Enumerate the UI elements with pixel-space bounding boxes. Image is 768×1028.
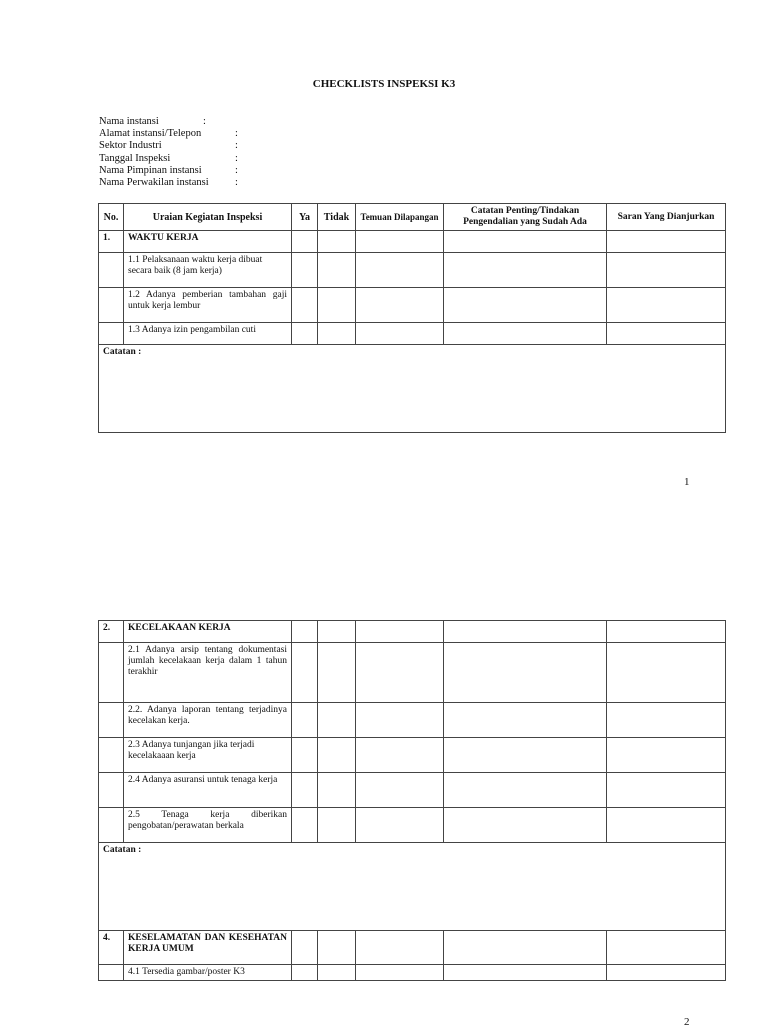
table-row — [99, 738, 726, 773]
info-row — [99, 116, 209, 128]
catatan-cell[interactable] — [444, 231, 607, 253]
table-row — [99, 323, 726, 345]
info-colon: : — [235, 164, 238, 176]
page-number: 2 — [684, 1016, 690, 1028]
saran-cell[interactable] — [607, 703, 726, 738]
header-no: No. — [99, 204, 124, 231]
empty-no-cell — [99, 253, 124, 288]
saran-cell[interactable] — [607, 253, 726, 288]
check-ya[interactable] — [292, 703, 318, 738]
temuan-cell[interactable] — [356, 808, 444, 843]
info-label: Tanggal Inspeksi — [99, 152, 171, 164]
info-row — [99, 140, 238, 152]
table-row — [99, 965, 726, 981]
section-number: 2. — [99, 621, 124, 643]
header-saran: Saran Yang Dianjurkan — [607, 204, 726, 231]
table-header — [99, 204, 726, 231]
empty-no-cell — [99, 738, 124, 773]
header-temuan: Temuan Dilapangan — [356, 204, 444, 231]
info-label: Nama instansi — [99, 116, 159, 127]
checklist-item: 4.1 Tersedia gambar/poster K3 — [124, 965, 292, 981]
check-tidak[interactable] — [318, 703, 356, 738]
table-row — [99, 253, 726, 288]
checklist-table-2 — [98, 620, 726, 981]
check-tidak[interactable] — [318, 931, 356, 965]
catatan-cell[interactable] — [444, 773, 607, 808]
notes-row — [99, 843, 726, 931]
catatan-cell[interactable] — [444, 738, 607, 773]
notes-cell[interactable]: Catatan : — [99, 843, 726, 931]
page-number: 1 — [684, 476, 690, 488]
section-row — [99, 621, 726, 643]
notes-row — [99, 345, 726, 433]
check-ya[interactable] — [292, 253, 318, 288]
empty-no-cell — [99, 323, 124, 345]
section-number: 4. — [99, 931, 124, 965]
section-row — [99, 931, 726, 965]
check-tidak[interactable] — [318, 738, 356, 773]
section-number: 1. — [99, 231, 124, 253]
temuan-cell[interactable] — [356, 621, 444, 643]
check-tidak[interactable] — [318, 643, 356, 703]
saran-cell[interactable] — [607, 643, 726, 703]
catatan-cell[interactable] — [444, 965, 607, 981]
check-ya[interactable] — [292, 931, 318, 965]
table-row — [99, 773, 726, 808]
info-row — [99, 128, 238, 140]
catatan-cell[interactable] — [444, 931, 607, 965]
check-ya[interactable] — [292, 621, 318, 643]
catatan-cell[interactable] — [444, 621, 607, 643]
checklist-item: 2.2. Adanya laporan tentang terjadinya kecelakan kerja. — [124, 703, 292, 738]
saran-cell[interactable] — [607, 965, 726, 981]
temuan-cell[interactable] — [356, 738, 444, 773]
empty-no-cell — [99, 965, 124, 981]
info-label: Sektor Industri — [99, 140, 162, 152]
info-colon: : — [235, 128, 238, 140]
header-ya: Ya — [292, 204, 318, 231]
check-tidak[interactable] — [318, 773, 356, 808]
temuan-cell[interactable] — [356, 253, 444, 288]
checklist-item: 1.2 Adanya pemberian tambahan gaji untuk kerja lembur — [124, 288, 292, 323]
checklist-item: 1.1 Pelaksanaan waktu kerja dibuat secara baik (8 jam kerja) — [124, 253, 292, 288]
section-title: WAKTU KERJA — [124, 231, 292, 253]
header-uraian: Uraian Kegiatan Inspeksi — [124, 204, 292, 231]
saran-cell[interactable] — [607, 621, 726, 643]
info-label: Alamat instansi/Telepon — [99, 128, 202, 140]
document-title: CHECKLISTS INSPEKSI K3 — [312, 78, 456, 90]
check-ya[interactable] — [292, 808, 318, 843]
info-label: Nama Perwakilan instansi — [99, 176, 209, 188]
empty-no-cell — [99, 773, 124, 808]
info-colon: : — [235, 176, 238, 188]
info-row — [99, 164, 238, 177]
temuan-cell[interactable] — [356, 773, 444, 808]
saran-cell[interactable] — [607, 808, 726, 843]
check-ya[interactable] — [292, 643, 318, 703]
info-colon: : — [203, 116, 206, 127]
catatan-cell[interactable] — [444, 808, 607, 843]
info-row — [99, 176, 238, 189]
check-ya[interactable] — [292, 738, 318, 773]
temuan-cell[interactable] — [356, 643, 444, 703]
temuan-cell[interactable] — [356, 323, 444, 345]
empty-no-cell — [99, 808, 124, 843]
table-row — [99, 288, 726, 323]
temuan-cell[interactable] — [356, 931, 444, 965]
empty-no-cell — [99, 288, 124, 323]
saran-cell[interactable] — [607, 773, 726, 808]
check-ya[interactable] — [292, 288, 318, 323]
inspection-info — [99, 116, 238, 189]
checklist-table-1 — [98, 203, 726, 433]
info-row — [99, 152, 238, 165]
saran-cell[interactable] — [607, 323, 726, 345]
info-colon: : — [235, 140, 238, 152]
check-ya[interactable] — [292, 965, 318, 981]
check-tidak[interactable] — [318, 288, 356, 323]
check-tidak[interactable] — [318, 808, 356, 843]
check-tidak[interactable] — [318, 323, 356, 345]
check-ya[interactable] — [292, 773, 318, 808]
empty-no-cell — [99, 643, 124, 703]
info-colon: : — [235, 152, 238, 164]
section-title: KECELAKAAN KERJA — [124, 621, 292, 643]
table-row — [99, 703, 726, 738]
empty-no-cell — [99, 703, 124, 738]
section-title: KESELAMATAN DAN KESEHATAN KERJA UMUM — [124, 931, 292, 965]
table-row — [99, 808, 726, 843]
saran-cell[interactable] — [607, 738, 726, 773]
temuan-cell[interactable] — [356, 288, 444, 323]
temuan-cell[interactable] — [356, 231, 444, 253]
header-tidak: Tidak — [318, 204, 356, 231]
temuan-cell[interactable] — [356, 965, 444, 981]
header-catatan: Catatan Penting/Tindakan Pengendalian yang Sudah Ada — [444, 204, 607, 231]
catatan-cell[interactable] — [444, 323, 607, 345]
table-row — [99, 643, 726, 703]
saran-cell[interactable] — [607, 231, 726, 253]
section-row — [99, 231, 726, 253]
check-tidak[interactable] — [318, 621, 356, 643]
saran-cell[interactable] — [607, 931, 726, 965]
check-tidak[interactable] — [318, 231, 356, 253]
catatan-cell[interactable] — [444, 288, 607, 323]
check-tidak[interactable] — [318, 965, 356, 981]
checklist-item: 2.5 Tenaga kerja diberikan pengobatan/perawatan berkala — [124, 808, 292, 843]
catatan-cell[interactable] — [444, 253, 607, 288]
info-label: Nama Pimpinan instansi — [99, 164, 202, 176]
check-ya[interactable] — [292, 231, 318, 253]
temuan-cell[interactable] — [356, 703, 444, 738]
saran-cell[interactable] — [607, 288, 726, 323]
catatan-cell[interactable] — [444, 643, 607, 703]
catatan-cell[interactable] — [444, 703, 607, 738]
checklist-item: 1.3 Adanya izin pengambilan cuti — [124, 323, 292, 345]
checklist-item: 2.1 Adanya arsip tentang dokumentasi jumlah kecelakaan kerja dalam 1 tahun terakhir — [124, 643, 292, 703]
check-tidak[interactable] — [318, 253, 356, 288]
checklist-item: 2.3 Adanya tunjangan jika terjadi kecelakaaan kerja — [124, 738, 292, 773]
check-ya[interactable] — [292, 323, 318, 345]
notes-cell[interactable]: Catatan : — [99, 345, 726, 433]
checklist-item: 2.4 Adanya asuransi untuk tenaga kerja — [124, 773, 292, 808]
